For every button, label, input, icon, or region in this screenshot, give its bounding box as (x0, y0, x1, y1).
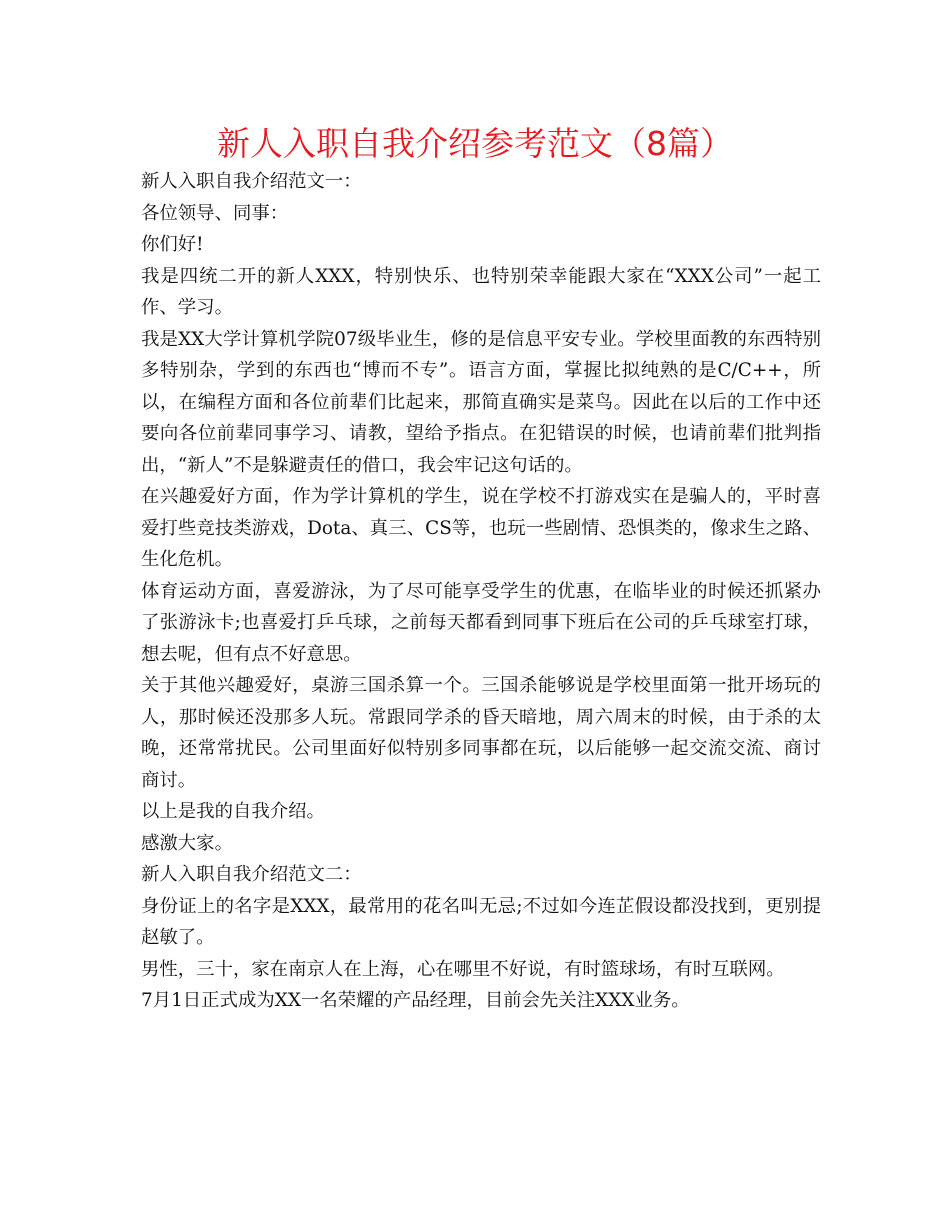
document-body (141, 166, 821, 1017)
paragraph: 你们好! (141, 234, 204, 255)
paragraph: 体育运动方面，喜爱游泳，为了尽可能享受学生的优惠，在临毕业的时候还抓紧办了张游泳卡;也喜爱打乒乓球，之前每天都看到同事下班后在公司的乒乓球室打球，想去呢，但有点不好意思。 (141, 580, 821, 665)
document-title: 新人入职自我介绍参考范文（8篇） (217, 124, 733, 163)
paragraph: 在兴趣爱好方面，作为学计算机的学生，说在学校不打游戏实在是骗人的，平时喜爱打些竞技类游戏，Dota、真三、CS等，也玩一些剧情、恐惧类的，像求生之路、生化危机。 (141, 486, 821, 570)
paragraph: 新人入职自我介绍范文一： (141, 171, 362, 192)
paragraph: 以上是我的自我介绍。 (141, 801, 325, 822)
paragraph: 关于其他兴趣爱好，桌游三国杀算一个。三国杀能够说是学校里面第一批开场玩的人，那时候还没那多人玩。常跟同学杀的昏天暗地，周六周末的时候，由于杀的太晚，还常常扰民。公司里面好似特别多同事都在玩，以后能够一起交流交流、商讨商讨。 (141, 675, 821, 791)
paragraph: 新人入职自我介绍范文二： (141, 864, 362, 885)
paragraph: 各位领导、同事： (141, 202, 289, 224)
paragraph: 7月1日正式成为XX一名荣耀的产品经理，目前会先关注XXX业务。 (141, 990, 690, 1011)
paragraph: 我是四统二开的新人XXX，特别快乐、也特别荣幸能跟大家在“XXX公司”一起工作、学习。 (141, 265, 821, 318)
paragraph: 感激大家。 (141, 832, 233, 854)
paragraph: 身份证上的名字是XXX，最常用的花名叫无忌;不过如今连芷假设都没找到，更别提赵敏了。 (141, 895, 821, 948)
paragraph: 我是XX大学计算机学院07级毕业生，修的是信息平安专业。学校里面教的东西特别多特别杂，学到的东西也“博而不专”。语言方面，掌握比拟纯熟的是C/C++，所以，在编程方面和各位前辈们比起来，那简直确实是菜鸟。因此在以后的工作中还要向各位前辈同事学习、请教，望给予指点。在犯错误的时候，也请前辈们批判指出，“新人”不是躲避责任的借口，我会牢记这句话的。 (141, 328, 821, 476)
paragraph: 男性，三十，家在南京人在上海，心在哪里不好说，有时篮球场，有时互联网。 (141, 958, 785, 980)
